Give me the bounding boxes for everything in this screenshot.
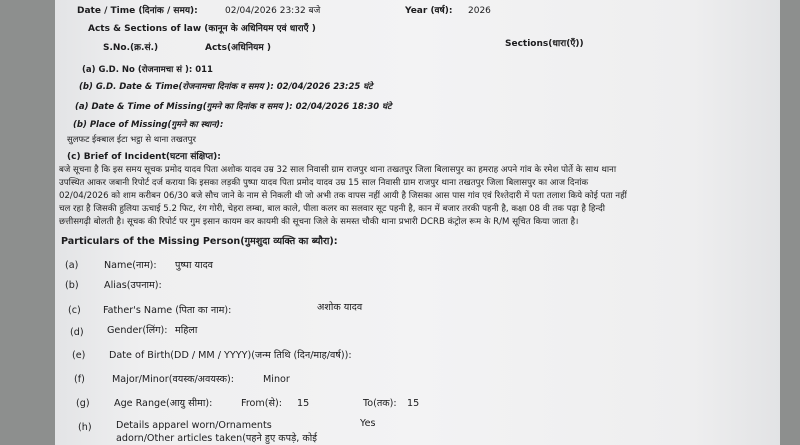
incident-text-line: उपस्थित आकर जबानी रिपोर्ट दर्ज कराया कि इसका लड़की पुष्पा यादव पिता प्रमोद यादव उम्र 15 साल निवासी ग्राम राजपुर थाना तखतपुर जिला बिलासपुर का आज दिनांक — [59, 178, 589, 188]
brief-of-incident-label: (c) Brief of Incident(घटना संक्षिप्त): — [67, 152, 221, 162]
field-index-g: (g) — [76, 398, 90, 409]
name-label: Name(नाम): — [104, 260, 157, 271]
serial-number-label: S.No.(क्र.सं.) — [103, 43, 159, 53]
apparel-details-label-continued: adorn/Other articles taken(पहने हुए कपड़े, कोई — [116, 433, 317, 444]
acts-label: Acts(अधिनियम ) — [205, 43, 271, 53]
year-value: 2026 — [468, 6, 491, 16]
age-from-label: From(से): — [241, 398, 282, 409]
acts-sections-heading: Acts & Sections of law (कानून के अधिनियम एवं धाराएँ ) — [88, 24, 316, 34]
field-index-b: (b) — [65, 280, 79, 291]
major-minor-label: Major/Minor(वयस्क/अवयस्क): — [112, 374, 234, 385]
place-of-missing-label: (b) Place of Missing(गुमने का स्थान): — [73, 120, 224, 130]
gender-label: Gender(लिंग): — [107, 325, 168, 336]
year-label: Year (वर्ष): — [405, 6, 453, 16]
gd-number: (a) G.D. No (रोजनामचा सं ): 011 — [82, 65, 213, 75]
incident-text-line: छत्तीसगढ़ी बोलती है। सूचक की रिपोर्ट पर गुम इसान कायम कर कायमी की सूचना जिले के समस्त चौकी थाना प्रभारी DCRB कंट्रोल रूम के R/M सूचित किया जाता है। — [59, 217, 579, 227]
incident-text-line: चल रहा है जिसकी हुलिया ऊचाई 5.2 फिट, रंग गोरी, चेहरा लम्बा, बाल काले, पीला कलर का सलवार सूट पहनी है, कान में बजार तरकी पहनी है, कक्षा 08 वी तक पढ़ा है हिन्दी — [59, 204, 605, 214]
field-index-f: (f) — [74, 374, 85, 385]
incident-text-line: 02/04/2026 को शाम करीबन 06/30 बजे सौच जाने के नाम से निकली थी जो अभी तक वापस नहीं आयी है जिसका आस पास गांव एवं रिश्तेदारी में पता तलाश किये कोई पता नहीं — [59, 191, 627, 201]
major-minor-value: Minor — [263, 374, 290, 385]
fir-document-page — [55, 0, 780, 445]
fathers-name-value: अशोक यादव — [317, 302, 363, 313]
age-from-value: 15 — [297, 398, 310, 409]
missing-person-heading: Particulars of the Missing Person(गुमशुदा व्यक्ति का ब्यौरा): — [61, 236, 338, 247]
field-index-e: (e) — [72, 350, 86, 361]
field-index-c: (c) — [68, 305, 81, 316]
apparel-details-label: Details apparel worn/Ornaments — [116, 420, 272, 431]
date-of-birth-label: Date of Birth(DD / MM / YYYY)(जन्म तिथि (दिन/माह/वर्ष)): — [109, 350, 352, 361]
field-index-d: (d) — [70, 327, 84, 338]
incident-text-line: बजे सूचना है कि इस समय सूचक प्रमोद यादव पिता अशोक यादव उम्र 32 साल निवासी ग्राम राजपुर थाना तखतपुर जिला बिलासपुर का हमराह अपने गांव के रमेश पोर्ते के साथ थाना — [59, 165, 617, 175]
date-time-label: Date / Time (दिनांक / समय): — [77, 6, 198, 16]
missing-date-time: (a) Date & Time of Missing(गुमने का दिनांक व समय ): 02/04/2026 18:30 घंटे — [75, 102, 392, 112]
sections-label: Sections(धारा(एँ)) — [505, 39, 584, 49]
alias-label: Alias(उपनाम): — [104, 280, 162, 291]
age-to-label: To(तक): — [363, 398, 397, 409]
age-range-label: Age Range(आयु सीमा): — [114, 398, 213, 409]
fathers-name-label: Father's Name (पिता का नाम): — [103, 305, 232, 316]
gender-value: महिला — [175, 325, 198, 336]
date-time-value: 02/04/2026 23:32 बजे — [225, 6, 321, 16]
apparel-details-value: Yes — [360, 418, 376, 429]
field-index-a: (a) — [65, 260, 79, 271]
gd-date-time: (b) G.D. Date & Time(रोजनामचा दिनांक व समय ): 02/04/2026 23:25 घंटे — [79, 82, 373, 92]
field-index-h: (h) — [78, 422, 92, 433]
place-of-missing-value: सुलफट ईक्बाल ईटा भट्ठा से थाना तखतपुर — [67, 135, 196, 145]
name-value: पुष्पा यादव — [175, 260, 213, 271]
age-to-value: 15 — [407, 398, 420, 409]
